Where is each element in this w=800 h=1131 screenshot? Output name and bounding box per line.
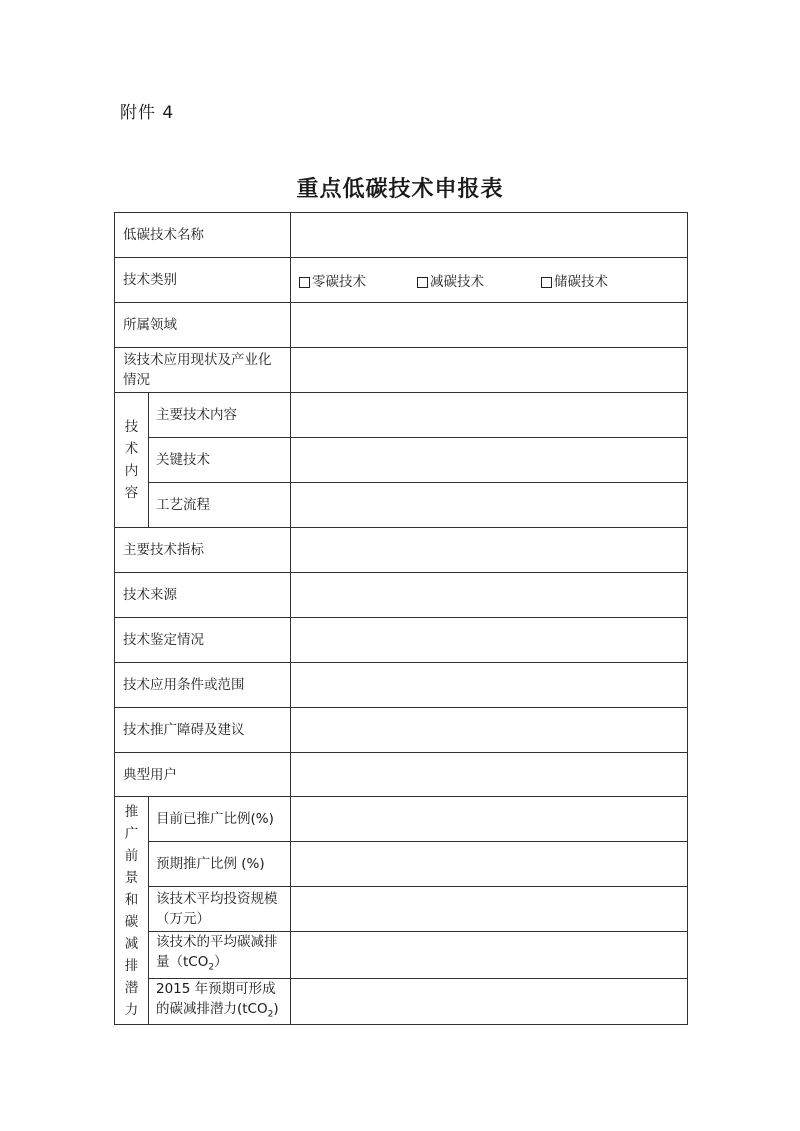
- row-avg-reduction: [115, 932, 688, 979]
- potential-line2: [156, 999, 286, 1025]
- row-tech-source: [115, 573, 688, 618]
- tech-name-field[interactable]: [291, 213, 688, 258]
- row-tech-category: [115, 258, 688, 303]
- option-zero-carbon-label: 零碳技术: [312, 274, 366, 290]
- tech-category-options: [291, 258, 688, 303]
- key-tech-label: 关键技术: [149, 438, 291, 483]
- potential-unit-sub: 2: [267, 1009, 274, 1020]
- option-reduce-carbon[interactable]: [417, 270, 541, 290]
- application-form-table: [114, 212, 688, 1025]
- vertical-char: 排: [124, 957, 139, 974]
- row-appraisal: [115, 618, 688, 663]
- vertical-char: 推: [124, 803, 139, 820]
- application-status-line2: 情况: [123, 372, 150, 388]
- avg-reduction-label: [149, 932, 291, 979]
- row-main-content: [115, 393, 688, 438]
- potential-line1: 2015 年预期可形成: [156, 980, 276, 997]
- vertical-char: 广: [124, 825, 139, 842]
- process-flow-field[interactable]: [291, 483, 688, 528]
- vertical-char: 前: [124, 847, 139, 864]
- row-tech-name: [115, 213, 688, 258]
- process-flow-label: 工艺流程: [149, 483, 291, 528]
- avg-investment-line1: 该技术平均投资规模: [156, 891, 278, 907]
- avg-reduction-unit-sub: 2: [208, 962, 215, 973]
- option-store-carbon-label: 储碳技术: [554, 274, 608, 290]
- main-content-field[interactable]: [291, 393, 688, 438]
- field-label: 所属领域: [115, 303, 291, 348]
- avg-reduction-line2: [156, 952, 286, 978]
- option-reduce-carbon-label: 减碳技术: [430, 274, 484, 290]
- main-content-label: 主要技术内容: [149, 393, 291, 438]
- application-status-label: [115, 348, 291, 393]
- application-status-field[interactable]: [291, 348, 688, 393]
- vertical-char: 力: [124, 1001, 139, 1018]
- row-process-flow: [115, 483, 688, 528]
- potential-unit-post: ): [273, 1000, 279, 1017]
- vertical-char: 内: [124, 463, 139, 479]
- application-status-line1: 该技术应用现状及产业化: [123, 352, 272, 368]
- attachment-label: 附件 4: [120, 103, 175, 123]
- conditions-field[interactable]: [291, 663, 688, 708]
- current-ratio-field[interactable]: [291, 797, 688, 842]
- potential-label: [149, 978, 291, 1025]
- checkbox-icon[interactable]: [417, 277, 428, 288]
- tech-category-label: 技术类别: [115, 258, 291, 303]
- form-title: 重点低碳技术申报表: [296, 176, 504, 202]
- barriers-field[interactable]: [291, 708, 688, 753]
- vertical-char: 术: [124, 441, 139, 457]
- main-indicators-label: 主要技术指标: [115, 528, 291, 573]
- potential-unit-pre: 的碳减排潜力(tCO: [156, 1000, 268, 1017]
- conditions-label: 技术应用条件或范围: [115, 663, 291, 708]
- vertical-char: 技: [124, 419, 139, 435]
- appraisal-field[interactable]: [291, 618, 688, 663]
- avg-reduction-unit-post: ）: [214, 954, 228, 970]
- row-field: [115, 303, 688, 348]
- expected-ratio-field[interactable]: [291, 842, 688, 887]
- checkbox-icon[interactable]: [541, 277, 552, 288]
- typical-users-field[interactable]: [291, 753, 688, 797]
- avg-investment-label: [149, 887, 291, 932]
- option-zero-carbon[interactable]: [299, 270, 417, 290]
- option-store-carbon[interactable]: [541, 270, 608, 290]
- row-potential: [115, 978, 688, 1025]
- vertical-char: 景: [124, 869, 139, 886]
- vertical-char: 容: [124, 485, 139, 501]
- row-main-indicators: [115, 528, 688, 573]
- typical-users-label: 典型用户: [115, 753, 291, 797]
- barriers-label: 技术推广障碍及建议: [115, 708, 291, 753]
- avg-reduction-unit-pre: 量（tCO: [156, 954, 209, 970]
- avg-reduction-line1: 该技术的平均碳减排: [156, 934, 278, 950]
- key-tech-field[interactable]: [291, 438, 688, 483]
- row-conditions: [115, 663, 688, 708]
- row-expected-ratio: [115, 842, 688, 887]
- current-ratio-label: 目前已推广比例(%): [149, 797, 291, 842]
- vertical-char: 减: [124, 935, 139, 952]
- tech-name-label: 低碳技术名称: [115, 213, 291, 258]
- row-barriers: [115, 708, 688, 753]
- row-avg-investment: [115, 887, 688, 932]
- potential-field[interactable]: [291, 978, 688, 1025]
- row-typical-users: [115, 753, 688, 797]
- field-field[interactable]: [291, 303, 688, 348]
- tech-content-group-label: [115, 393, 149, 528]
- tech-source-field[interactable]: [291, 573, 688, 618]
- vertical-char: 潜: [124, 979, 139, 996]
- avg-reduction-field[interactable]: [291, 932, 688, 979]
- vertical-char: 碳: [124, 913, 139, 930]
- row-current-ratio: [115, 797, 688, 842]
- row-application-status: [115, 348, 688, 393]
- avg-investment-field[interactable]: [291, 887, 688, 932]
- checkbox-icon[interactable]: [299, 277, 310, 288]
- vertical-char: 和: [124, 891, 139, 908]
- tech-source-label: 技术来源: [115, 573, 291, 618]
- appraisal-label: 技术鉴定情况: [115, 618, 291, 663]
- expected-ratio-label: 预期推广比例 (%): [149, 842, 291, 887]
- avg-investment-line2: （万元）: [156, 911, 210, 927]
- row-key-tech: [115, 438, 688, 483]
- main-indicators-field[interactable]: [291, 528, 688, 573]
- promotion-group-label: [115, 797, 149, 1025]
